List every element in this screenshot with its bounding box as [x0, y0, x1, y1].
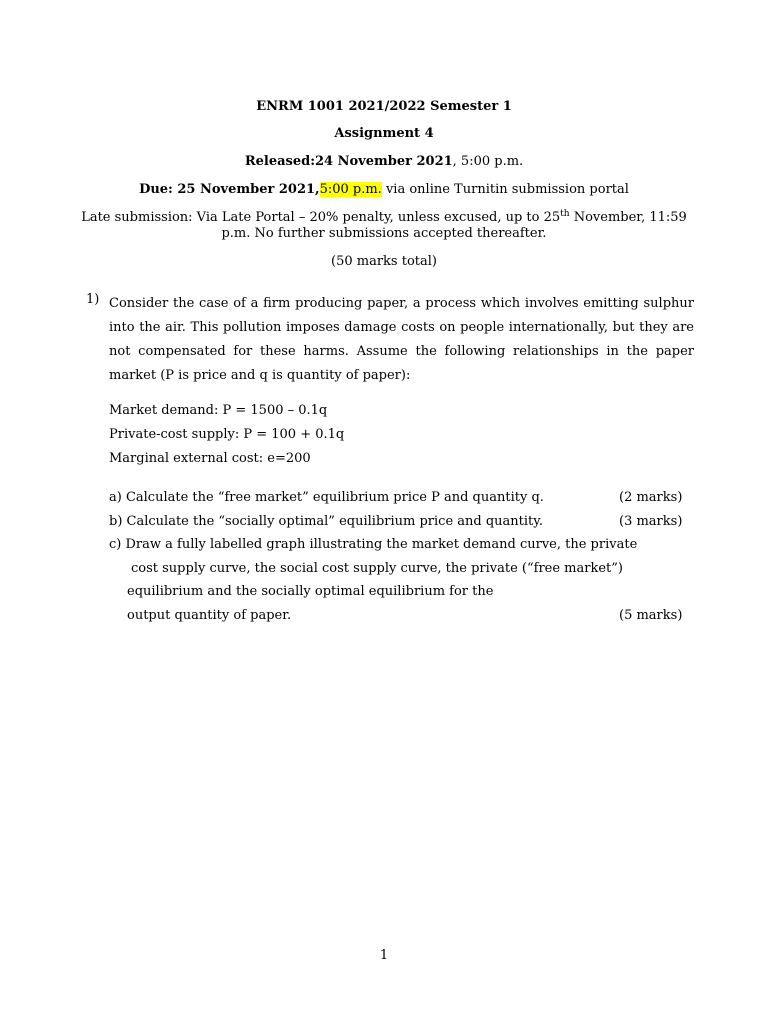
part-a-marks: (2 marks) [619, 490, 683, 505]
page-number: 1 [379, 948, 389, 963]
part-b-text: b) Calculate the “socially optimal” equilibrium price and quantity. [109, 514, 544, 529]
late-superscript: th [560, 209, 570, 219]
part-a-text: a) Calculate the “free market” equilibrium price P and quantity q. [109, 490, 544, 505]
due-rest: via online Turnitin submission portal [381, 182, 629, 197]
part-c-marks: (5 marks) [619, 608, 683, 623]
equation-external-cost: Marginal external cost: e=200 [109, 451, 311, 466]
part-c-line-4: output quantity of paper. [127, 608, 292, 623]
released-time: , 5:00 p.m. [452, 154, 524, 169]
question-number: 1) [86, 292, 100, 307]
late-submission-note [70, 210, 698, 242]
part-c-line-2: cost supply curve, the social cost supply curve, the private (“free market”) [131, 561, 623, 576]
total-marks: (50 marks total) [331, 254, 437, 269]
due-time-highlight: 5:00 p.m. [319, 182, 382, 197]
due-line [0, 182, 768, 197]
late-text-1: Late submission: Via Late Portal – 20% penalty, unless excused, up to 25 [81, 210, 561, 225]
part-c-line-3: equilibrium and the socially optimal equilibrium for the [127, 584, 494, 599]
question-intro: Consider the case of a firm producing paper, a process which involves emitting sulphur into the air. This pollution imposes damage costs on people internationally, but they are not compensated for these harms. Assume the following relationships in the paper market (P is price and q is quantity of paper): [109, 296, 694, 383]
part-b-marks: (3 marks) [619, 514, 683, 529]
equation-demand: Market demand: P = 1500 – 0.1q [109, 403, 328, 418]
equation-supply: Private-cost supply: P = 100 + 0.1q [109, 427, 345, 442]
released-label: Released:24 November 2021 [244, 154, 453, 169]
due-label: Due: 25 November 2021, [139, 182, 320, 197]
part-c-line-1: c) Draw a fully labelled graph illustrating the market demand curve, the private [109, 537, 638, 552]
assignment-title: Assignment 4 [334, 126, 434, 141]
released-line [0, 154, 768, 169]
late-text-2: November, 11:59 p.m. No further submissions accepted thereafter. [221, 210, 687, 241]
course-title: ENRM 1001 2021/2022 Semester 1 [256, 99, 512, 114]
